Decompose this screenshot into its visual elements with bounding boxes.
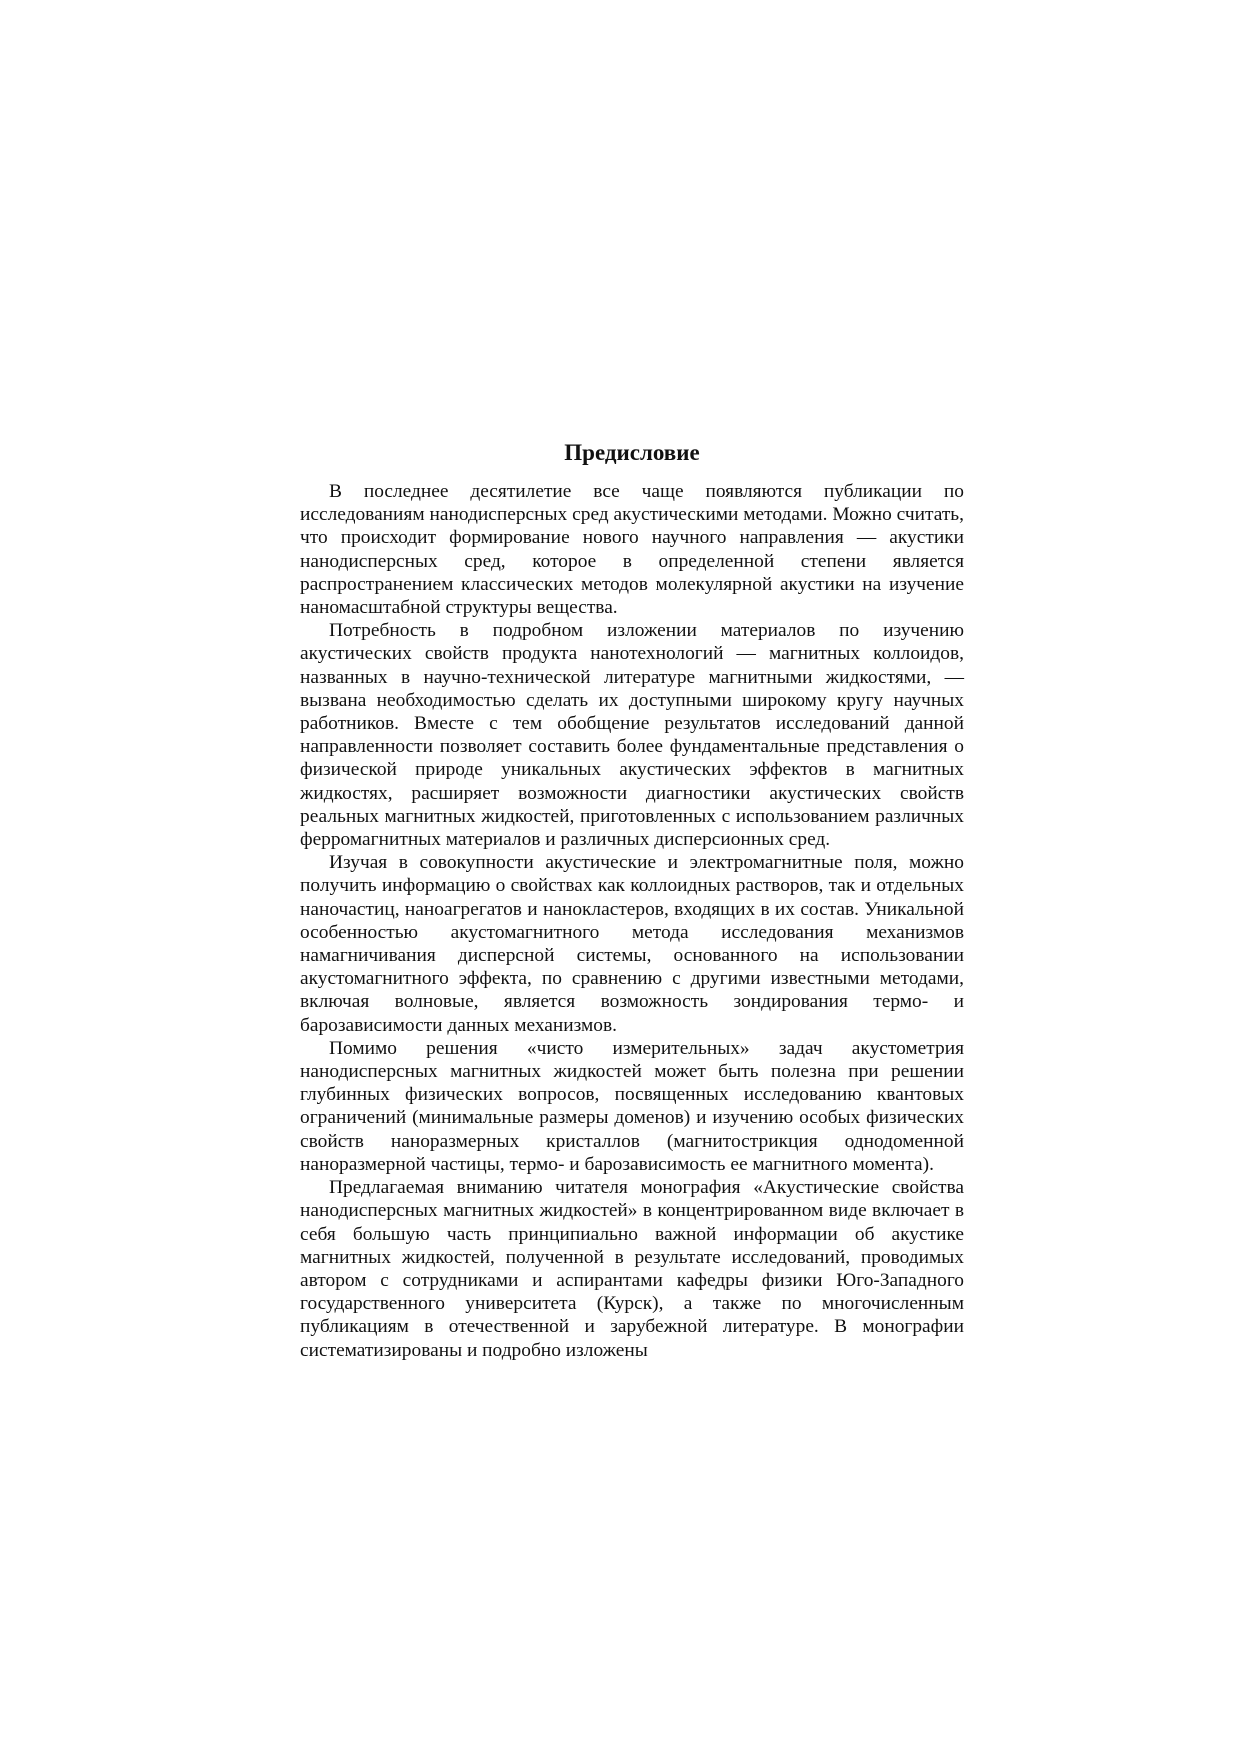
paragraph: В последнее десятилетие все чаще появляются публикации по исследованиям нанодисперсных сред акустическими методами. Можно считать, что происходит формирование нового научного направления — акустики нанодисперсных сред, которое в определенной степени является распространением классических методов молекулярной акустики на изучение наномасштабной структуры вещества. [300, 481, 964, 619]
paragraph: Помимо решения «чисто измерительных» задач акустометрия нанодисперсных магнитных жидкостей может быть полезна при решении глубинных физических вопросов, посвященных исследованию квантовых ограничений (минимальные размеры доменов) и изучению особых физических свойств наноразмерных кристаллов (магнитострикция однодоменной наноразмерной частицы, термо- и барозависимость ее магнитного момента). [300, 1037, 964, 1175]
text-page [300, 438, 964, 1362]
page-title: Предисловие [564, 440, 700, 465]
paragraph: Изучая в совокупности акустические и электромагнитные поля, можно получить информацию о свойствах как коллоидных растворов, так и отдельных наночастиц, наноагрегатов и нанокластеров, входящих в их состав. Уникальной особенностью акустомагнитного метода исследования механизмов намагничивания дисперсной системы, основанного на использовании акустомагнитного эффекта, по сравнению с другими известными методами, включая волновые, является возможность зондирования термо- и барозависимости данных механизмов. [300, 852, 964, 1036]
paragraph: Потребность в подробном изложении материалов по изучению акустических свойств продукта нанотехнологий — магнитных коллоидов, названных в научно-технической литературе магнитными жидкостями, — вызвана необходимостью сделать их доступными широкому кругу научных работников. Вместе с тем обобщение результатов исследований данной направленности позволяет составить более фундаментальные представления о физической природе уникальных акустических эффектов в магнитных жидкостях, расширяет возможности диагностики акустических свойств реальных магнитных жидкостей, приготовленных с использованием различных ферромагнитных материалов и различных дисперсионных сред. [300, 620, 964, 851]
paragraph: Предлагаемая вниманию читателя монография «Акустические свойства нанодисперсных магнитных жидкостей» в концентрированном виде включает в себя большую часть принципиально важной информации об акустике магнитных жидкостей, полученной в результате исследований, проводимых автором с сотрудниками и аспирантами кафедры физики Юго-Западного государственного университета (Курск), а также по многочисленным публикациям в отечественной и зарубежной литературе. В монографии систематизированы и подробно изложены [300, 1177, 964, 1361]
